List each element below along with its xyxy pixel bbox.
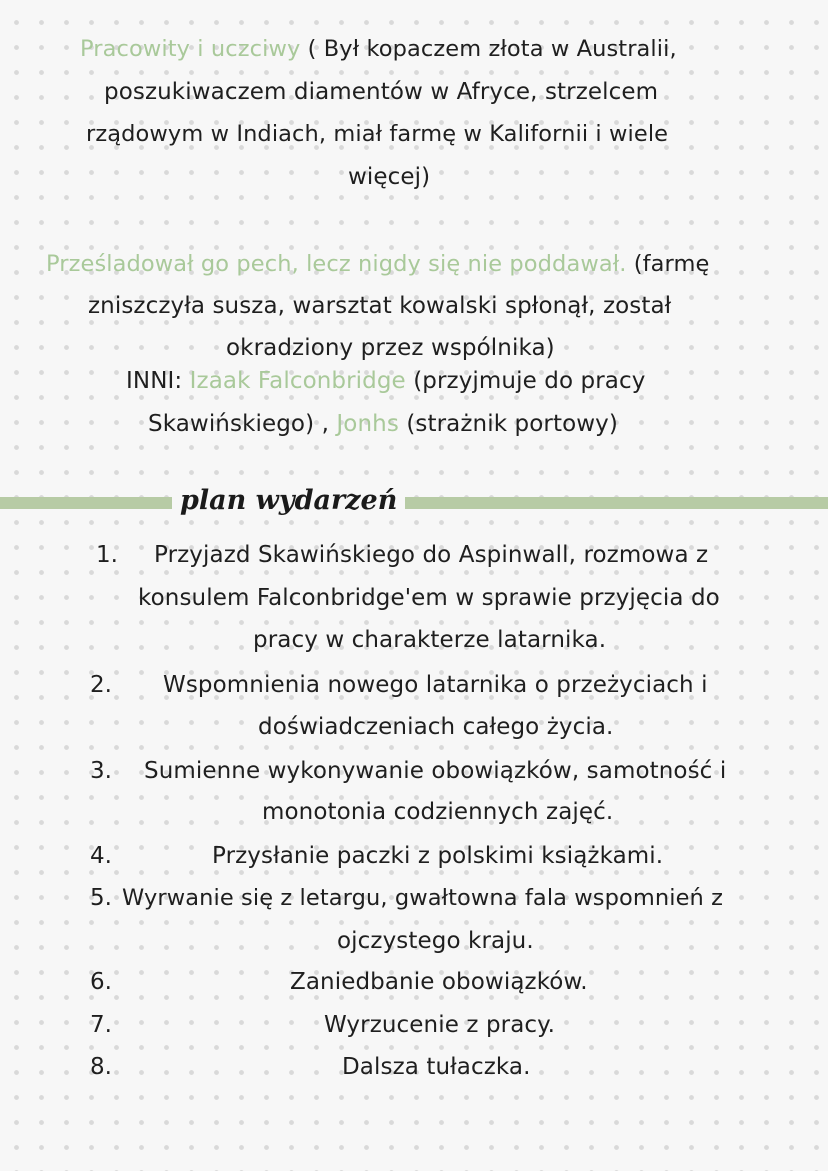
plan-item-3-line-1: Sumienne wykonywanie obowiązków, samotność i [144, 758, 727, 784]
others-label: INNI: [126, 368, 190, 394]
intro-line-4 [348, 162, 430, 192]
plan-item-1-line-3: pracy w charakterze latarnika. [253, 627, 607, 653]
intro-p1-text: ( Był kopaczem złota w Australii, [300, 36, 677, 62]
others-line-2 [148, 409, 618, 439]
intro-p1-line-3-text: rządowym w Indiach, miał farmę w Kalifornii i wiele [86, 121, 669, 147]
plan-item-2-line-2: doświadczeniach całego życia. [258, 714, 614, 740]
others-line-1 [126, 366, 645, 396]
plan-item-3-line-2: monotonia codziennych zajęć. [262, 799, 614, 825]
plan-item-4-line-1: Przysłanie paczki z polskimi książkami. [212, 843, 664, 869]
character-izaak-falconbridge: Izaak Falconbridge [189, 368, 406, 394]
plan-item-6-line-1: Zaniedbanie obowiązków. [290, 969, 588, 995]
intro-line-1 [80, 34, 677, 64]
plan-item-8-line-1: Dalsza tułaczka. [342, 1054, 531, 1080]
plan-item-5-line-2: ojczystego kraju. [337, 928, 534, 954]
intro-line-2 [104, 77, 658, 107]
section-title: plan wydarzeń [172, 482, 405, 520]
plan-item-1-line-1: Przyjazd Skawińskiego do Aspinwall, rozmowa z [154, 542, 709, 568]
intro-p2-text: (farmę [626, 251, 710, 277]
plan-item-5-line-1: Wyrwanie się z letargu, gwałtowna fala wspomnień z [122, 885, 724, 911]
plan-item-4-number: 4. [90, 843, 112, 869]
section-divider [0, 497, 828, 509]
plan-item-6-number: 6. [90, 969, 112, 995]
plan-item-7-line-1: Wyrzucenie z pracy. [324, 1012, 556, 1038]
plan-item-2-line-1: Wspomnienia nowego latarnika o przeżyciach i [163, 672, 708, 698]
intro-p1-line-4-text: więcej) [348, 164, 431, 190]
plan-item-1-line-2: konsulem Falconbridge'em w sprawie przyjęcia do [138, 585, 720, 611]
others-line-2-text-a: Skawińskiego) , [148, 411, 337, 437]
intro-p2-line-1 [46, 249, 709, 279]
plan-item-7-number: 7. [90, 1012, 112, 1038]
others-line-1-text: (przyjmuje do pracy [405, 368, 646, 394]
plan-item-1-number: 1. [96, 542, 118, 568]
character-jonhs: Jonhs [336, 411, 399, 437]
trait-hardworking-honest: Pracowity i uczciwy [80, 36, 301, 62]
intro-line-3 [86, 119, 668, 149]
intro-p2-line-3 [226, 333, 555, 363]
plan-item-2-number: 2. [90, 672, 112, 698]
intro-p2-line-2 [88, 291, 671, 321]
intro-p2-line-3-text: okradziony przez wspólnika) [226, 335, 555, 361]
intro-p1-line-2-text: poszukiwaczem diamentów w Afryce, strzelcem [104, 79, 659, 105]
plan-item-5-number: 5. [90, 885, 112, 911]
plan-item-8-number: 8. [90, 1054, 112, 1080]
others-line-2-text-b: (strażnik portowy) [398, 411, 618, 437]
plan-item-3-number: 3. [90, 758, 112, 784]
intro-p2-line-2-text: zniszczyła susza, warsztat kowalski spłonął, został [88, 293, 672, 319]
trait-unlucky-persistent: Prześladował go pech, lecz nigdy się nie poddawał. [46, 251, 627, 277]
